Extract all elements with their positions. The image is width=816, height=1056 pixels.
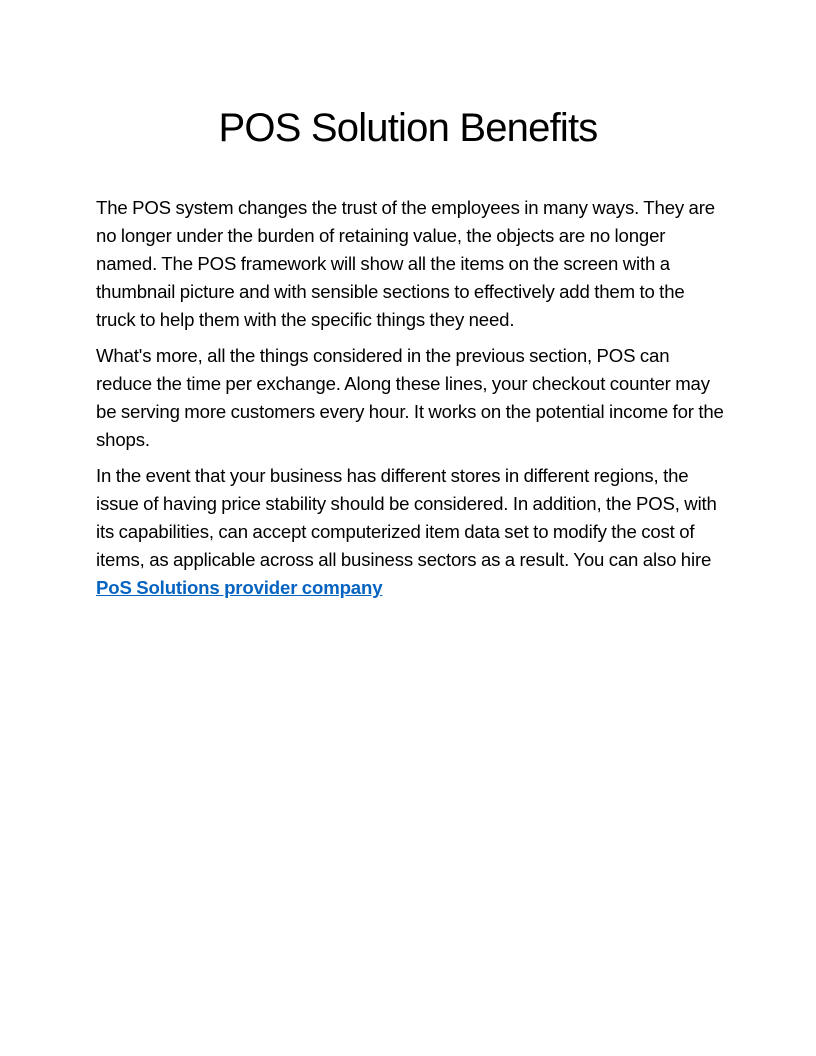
document-body: [96, 194, 724, 610]
pos-solutions-provider-link[interactable]: PoS Solutions provider company: [96, 577, 383, 598]
paragraph-3-text: In the event that your business has different stores in different regions, the issue of having price stability should be considered. In addition, the POS, with its capabilities, can accept computerized item data set to modify the cost of items, as applicable across all business sectors as a result. You can also hire: [96, 465, 717, 570]
paragraph-2: What's more, all the things considered in the previous section, POS can reduce the time per exchange. Along these lines, your checkout counter may be serving more customers every hour. It works on the potential income for the shops.: [96, 345, 724, 450]
paragraph-1: The POS system changes the trust of the employees in many ways. They are no longer under the burden of retaining value, the objects are no longer named. The POS framework will show all the items on the screen with a thumbnail picture and with sensible sections to effectively add them to the truck to help them with the specific things they need.: [96, 197, 715, 330]
page-title: POS Solution Benefits: [218, 106, 598, 150]
paragraph-3: [96, 462, 724, 602]
